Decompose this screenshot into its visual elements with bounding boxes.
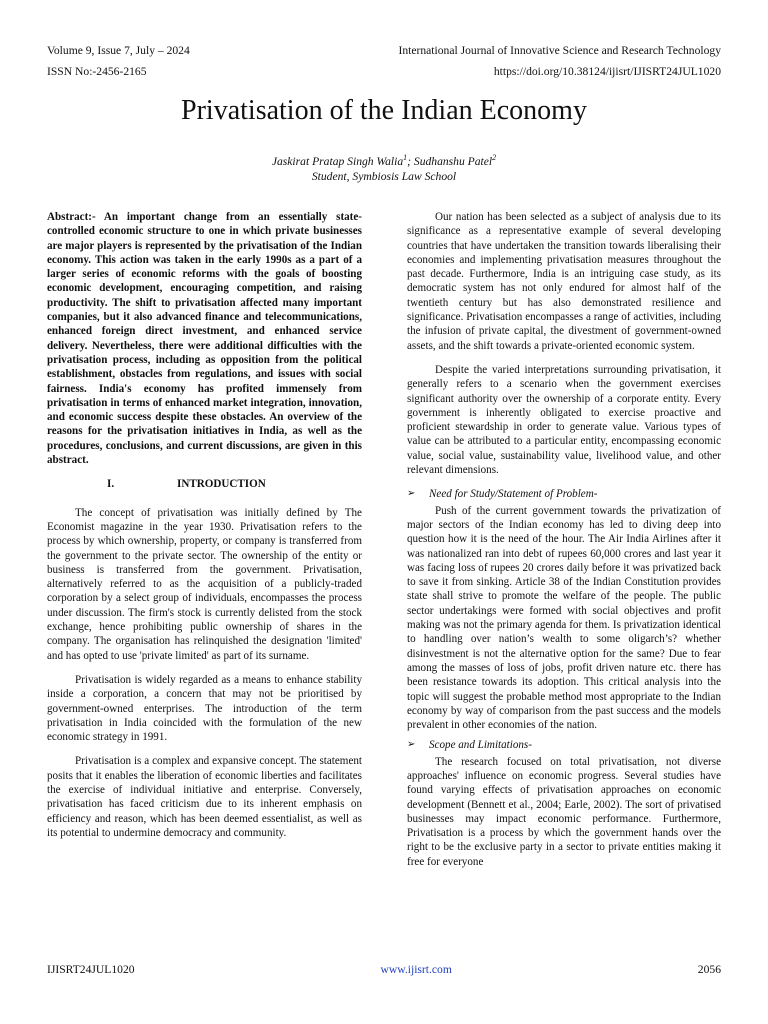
subsection-heading (407, 738, 721, 752)
paragraph: Privatisation is a complex and expansive concept. The statement posits that it enables the liberation of economic liberties and facilitates the exercise of individual initiative and enterprise. Conversely, privatisation has faced criticism due to its inherent emphasis on efficiency and reason, which has been deemed essentialist, as well as its potential to undermine democracy and community. (47, 755, 362, 839)
paper-title: Privatisation of the Indian Economy (181, 95, 587, 126)
author-affiliation-marker: 2 (492, 153, 497, 163)
left-column (47, 210, 362, 850)
bullet-arrow-icon: ➢ (407, 739, 416, 751)
journal-name: International Journal of Innovative Science and Research Technology (398, 44, 721, 57)
paragraph: Privatisation is widely regarded as a means to enhance stability inside a corporation, a concern that may not be prioritised by government-owned enterprises. The introduction of the term privatisation in India coincided with the formulation of the new economic strategy in 1991. (47, 673, 362, 744)
running-header-top (47, 44, 721, 58)
journal-volume: Volume 9, Issue 7, July – 2024 (47, 44, 190, 57)
page-footer (47, 963, 721, 976)
author-name: Sudhanshu Patel (413, 155, 493, 168)
running-header-bottom (47, 65, 721, 79)
abstract: Abstract:- An important change from an essentially state-controlled economic structure to one in which private businesses are major players is represented by the privatisation of the Indian economy. This action was taken in the early 1990s as a part of a larger series of economic reforms with the goals of boosting economic development, encouraging competition, and raising productivity. The shift to privatisation affected many important companies, but it also advanced finance and telecommunications, enhanced foreign direct investment, and enhanced service delivery. Nevertheless, there were additional difficulties with the privatisation process, including as opposition from the political establishment, obstacles from regulations, and issues with social fairness. India's economy has profited immensely from privatisation in terms of enhanced market integration, innovation, and economic success despite these obstacles. An overview of the reasons for the privatisation initiatives in India, as well as the procedures, conclusions, and current discussions, are given in this abstract. (47, 211, 362, 467)
page-number: 2056 (697, 963, 721, 976)
section-number: I. (107, 478, 115, 491)
paragraph: Our nation has been selected as a subject of analysis due to its significance as a representative example of several developing countries that have undertaken the transition towards liberalising their economies and implementing privatisation measures throughout the past decade. Furthermore, India is an intriguing case study, as its democratic system has not only endured for almost half of the twentieth century but has also demonstrated resilience and significance. Privatisation encompasses a range of activities, including the infusion of private capital, the divestment of government-owned assets, and the shift towards a private-oriented economic system. (407, 211, 721, 352)
section-title: INTRODUCTION (177, 478, 266, 491)
paragraph: Despite the varied interpretations surrounding privatisation, it generally refers to a scenario when the government exercises significant authority over the ownership of a corporate entity. Every government is inherently obligated to exercise proactive and proficient stewardship in order to generate value. Various types of value can be attributed to a particular entity, encompassing economic value, social value, sustainability value, livelihood value, and other relevant dimensions. (407, 363, 721, 477)
subsection-heading (407, 487, 721, 501)
subsection-title: Need for Study/Statement of Problem- (429, 488, 598, 501)
author-separator: ; (407, 155, 414, 168)
paper-id: IJISRT24JUL1020 (47, 963, 135, 976)
right-column (407, 210, 721, 879)
paragraph: Push of the current government towards the privatization of major sectors of the Indian economy has led to diving deep into question how it is the need of the hour. The Air India Airlines after it was nationalized ran into debt of rupees 60,000 crores and last year it was facing loss of rupees 20 crores daily before it was privatized back to save it from sinking. Article 38 of the Indian Constitution provides state shall strive to promote the welfare of the people. The public sector undertakings were formed with social objectives and profit making was not the primary agenda for them. Is privatization identical to handling over nation’s wealth to some oligarch’s? whether disinvestment is not the alternative option for the same? Due to fear among the masses of loss of jobs, profit driven nature etc. there has been resistance towards its adoption. This critical analysis into the topic will suggest the probable method most appropriate to the Indian economy by way of comparison from the past success and the models prevalent in other economies of the nation. (407, 504, 721, 732)
doi-link[interactable]: https://doi.org/10.38124/ijisrt/IJISRT24JUL1020 (493, 65, 721, 78)
author-line (0, 154, 768, 169)
author-block (0, 154, 768, 184)
paragraph: The concept of privatisation was initially defined by The Economist magazine in the year 1930. Privatisation refers to the process by which ownership, property, or company is transferred from the government to the private sector. The ownership of the entity or business is transferred from the government. Privatisation, alternatively referred to as the acquisition of a publicly-traded corporation by a select group of individuals, encompasses the process under discussion. The firm's stock is currently delisted from the stock exchange, hence prohibiting public ownership of shares in the company. The organisation has relinquished the designation 'limited' and has opted to use 'private limited' as part of its surname. (47, 506, 362, 662)
author-affiliation: Student, Symbiosis Law School (311, 170, 457, 183)
section-heading (47, 477, 362, 491)
subsection-title: Scope and Limitations- (429, 739, 532, 752)
author-name: Jaskirat Pratap Singh Walia (271, 155, 404, 168)
author-affiliation-marker: 1 (403, 153, 408, 163)
website-link[interactable]: www.ijisrt.com (380, 963, 452, 976)
paragraph: The research focused on total privatisation, not diverse approaches' influence on economic progress. Several studies have found varying effects of privatisation approaches on economic development (Bennett et al., 2004; Earle, 2002). The sort of privatised businesses may impact economic performance. Furthermore, Privatisation is a process by which the government hands over the right to be the exclusive party in a sector to private entities making it free for everyone (407, 755, 721, 868)
bullet-arrow-icon: ➢ (407, 488, 416, 500)
journal-issn: ISSN No:-2456-2165 (47, 65, 147, 78)
